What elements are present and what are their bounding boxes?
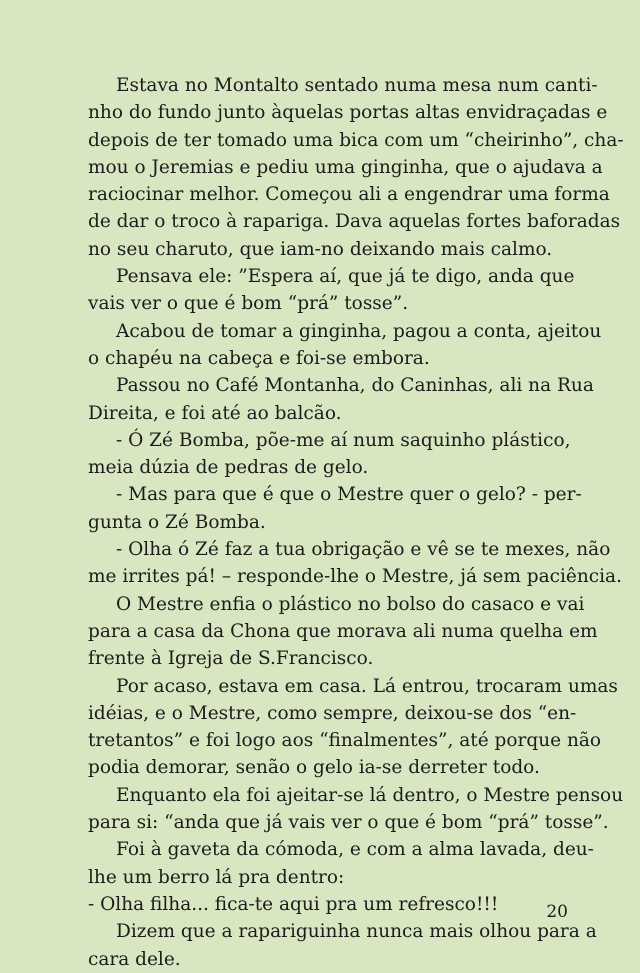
text-line: nho do fundo junto àquelas portas altas envidraçadas e (88, 102, 608, 124)
text-line: raciocinar melhor. Começou ali a engendrar uma forma (88, 184, 610, 206)
text-line: lhe um berro lá pra dentro: (88, 866, 345, 888)
text-line: tretantos” e foi logo aos “finalmentes”, até porque não (88, 730, 602, 752)
text-line: Passou no Café Montanha, do Caninhas, ali na Rua (116, 375, 594, 397)
page-number: 20 (546, 902, 568, 922)
text-line: Pensava ele: ”Espera aí, que já te digo, anda que (116, 266, 575, 288)
text-line: Por acaso, estava em casa. Lá entrou, trocaram umas (116, 675, 618, 697)
text-line: para a casa da Chona que morava ali numa quelha em (88, 620, 598, 642)
text-line: o chapéu na cabeça e foi-se embora. (88, 347, 430, 369)
text-line: meia dúzia de pedras de gelo. (88, 457, 369, 479)
text-line: de dar o troco à rapariga. Dava aquelas fortes baforadas (88, 211, 621, 233)
text-line: - Olha filha... fica-te aqui pra um refresco!!! (88, 893, 499, 915)
text-line: - Mas para que é que o Mestre quer o gelo? - per- (116, 484, 582, 506)
text-line: Enquanto ela foi ajeitar-se lá dentro, o Mestre pensou (116, 784, 624, 806)
text-line: idéias, e o Mestre, como sempre, deixou-se dos “en- (88, 702, 577, 724)
text-line: podia demorar, senão o gelo ia-se derreter todo. (88, 757, 540, 779)
text-line: no seu charuto, que iam-no deixando mais calmo. (88, 238, 553, 260)
text-line: - Olha ó Zé faz a tua obrigação e vê se te mexes, não (116, 539, 611, 561)
text-line: Direita, e foi até ao balcão. (88, 402, 342, 424)
text-line: Foi à gaveta da cómoda, e com a alma lavada, deu- (116, 839, 594, 861)
text-line: O Mestre enfia o plástico no bolso do casaco e vai (116, 593, 585, 615)
text-line: para si: “anda que já vais ver o que é bom “prá” tosse”. (88, 812, 609, 834)
text-line: frente à Igreja de S.Francisco. (88, 648, 374, 670)
text-line: vais ver o que é bom “prá” tosse”. (88, 293, 409, 315)
text-line: - Ó Zé Bomba, põe-me aí num saquinho plástico, (116, 429, 571, 451)
story-text (88, 72, 624, 973)
text-line: mou o Jeremias e pediu uma ginginha, que o ajudava a (88, 156, 603, 178)
text-line: me irrites pá! – responde-lhe o Mestre, já sem paciência. (88, 566, 622, 588)
text-line: Acabou de tomar a ginginha, pagou a conta, ajeitou (116, 320, 602, 342)
text-line: depois de ter tomado uma bica com um “cheirinho”, cha- (88, 129, 624, 151)
text-line: gunta o Zé Bomba. (88, 511, 266, 533)
text-line: Estava no Montalto sentado numa mesa num canti- (116, 75, 598, 96)
text-line: cara dele. (88, 948, 181, 970)
text-line: Dizem que a rapariguinha nunca mais olhou para a (116, 921, 597, 943)
